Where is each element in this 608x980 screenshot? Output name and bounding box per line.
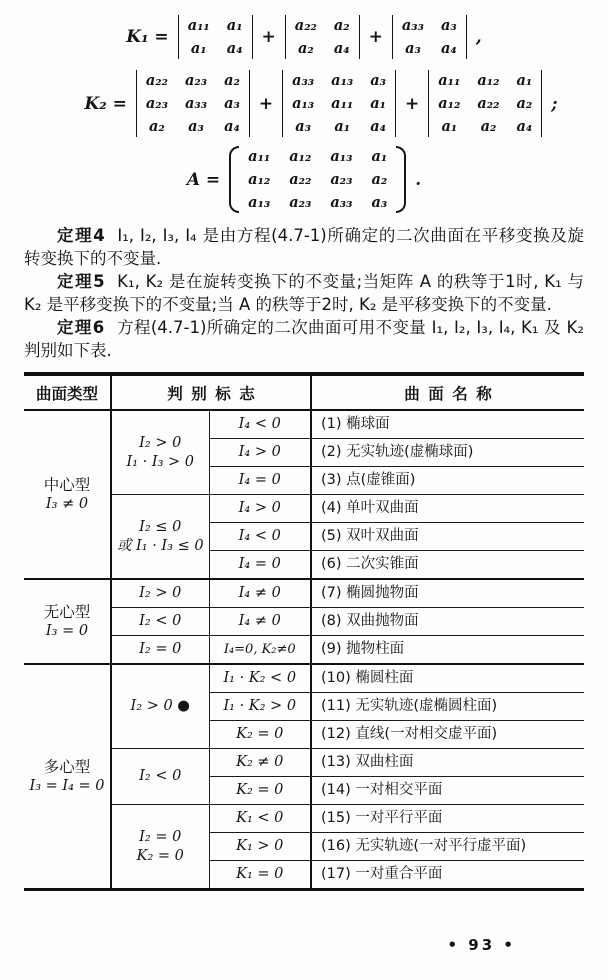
matrix-entry: a₁₃ — [248, 194, 271, 211]
type-condition: I₃ = 0 — [45, 622, 89, 639]
paren-right — [396, 146, 406, 213]
criteria-group-cell — [111, 805, 209, 890]
matrix-entry: a₃ — [405, 40, 421, 57]
matrix-entry: a₃₃ — [330, 194, 353, 211]
determinant-bar — [395, 70, 396, 137]
a-tail: . — [415, 169, 422, 190]
theorem-5-body: K₁, K₂ 是在旋转变换下的不变量;当矩阵 A 的秩等于1时, K₁ 与 K₂ 是平移变换下的不变量;当 A 的秩等于2时, K₂ 是平移变换下的不变量. — [24, 272, 584, 314]
surface-name-cell: (15) 一对平行平面 — [311, 805, 584, 833]
matrix-entry: a₃₃ — [184, 95, 208, 112]
matrix-entry: a₂₃ — [145, 95, 168, 112]
criteria-line: I₂ < 0 — [139, 768, 182, 784]
matrix-entry: a₂ — [480, 118, 497, 135]
matrix-entry: a₁₁ — [438, 72, 461, 89]
classification-table — [24, 372, 584, 891]
matrix-entry: a₂ — [297, 40, 314, 57]
criteria-line: I₁ · I₃ > 0 — [126, 453, 194, 470]
surface-name-cell: (12) 直线(一对相交虚平面) — [311, 721, 584, 749]
determinant — [392, 14, 467, 60]
matrix-entry: a₄ — [370, 118, 387, 135]
plus-sign: + — [405, 93, 420, 114]
table-header-row — [24, 374, 584, 410]
type-title: 无心型 — [43, 602, 91, 621]
formula-k1 — [24, 14, 584, 60]
page-number: • 93 • — [447, 936, 516, 954]
surface-name-cell: (3) 点(虚锥面) — [311, 467, 584, 495]
matrix-entry: a₂₃ — [184, 72, 208, 89]
surface-name-cell: (2) 无实轨迹(虚椭球面) — [311, 439, 584, 467]
theorem-4-body: I₁, I₂, I₃, I₄ 是由方程(4.7-1)所确定的二次曲面在平移变换及旋转变换下的不变量. — [24, 226, 584, 268]
matrix-entry: a₁₃ — [331, 72, 354, 89]
determinant — [428, 69, 542, 138]
surface-name-cell: (7) 椭圆抛物面 — [311, 579, 584, 608]
matrix-entry: a₂ — [333, 17, 350, 34]
matrix-entry: a₄ — [516, 118, 533, 135]
theorem-6-body: 方程(4.7-1)所确定的二次曲面可用不变量 I₁, I₂, I₃, I₄, K₁ 及 K₂ 判别如下表. — [24, 318, 584, 360]
condition-cell: K₂ = 0 — [209, 777, 311, 805]
determinant-entries — [429, 69, 541, 138]
matrix-entry: a₂₃ — [289, 194, 312, 211]
k2-lhs: K₂ = — [84, 93, 127, 114]
matrix-entry: a₁₃ — [330, 148, 353, 165]
condition-cell: I₄ ≠ 0 — [209, 608, 311, 636]
matrix-entry: a₃₃ — [292, 72, 315, 89]
table-row — [24, 664, 584, 693]
matrix-entry: a₁ — [334, 118, 351, 135]
determinant-bar — [249, 70, 250, 137]
surface-name-cell: (13) 双曲柱面 — [311, 749, 584, 777]
matrix-entries — [239, 145, 396, 214]
matrix-entry: a₄ — [441, 40, 457, 57]
header-surface-name: 曲面名称 — [311, 374, 584, 410]
matrix-entry: a₃ — [295, 118, 311, 135]
plus-sign: + — [261, 27, 276, 47]
a-lhs: A = — [186, 169, 221, 190]
theorem-6 — [24, 316, 584, 362]
condition-cell: I₄ < 0 — [209, 523, 311, 551]
criteria-line: I₂ = 0 — [139, 828, 182, 845]
criteria-group-cell — [111, 495, 209, 580]
determinant-entries — [393, 14, 466, 60]
condition-cell: I₄ > 0 — [209, 495, 311, 523]
matrix-entry: a₃ — [224, 95, 240, 112]
surface-name-cell: (10) 椭圆柱面 — [311, 664, 584, 693]
criteria-cell: I₂ = 0 — [111, 636, 209, 665]
theorem-4-label: 定理4 — [57, 226, 106, 245]
surface-name-cell: (5) 双叶双曲面 — [311, 523, 584, 551]
matrix-entry: a₂ — [224, 72, 240, 89]
surface-name-cell: (9) 抛物柱面 — [311, 636, 584, 665]
matrix-entry: a₃ — [188, 118, 204, 135]
matrix-entry: a₂ — [149, 118, 165, 135]
condition-cell: I₁ · K₂ > 0 — [209, 693, 311, 721]
matrix-entry: a₃₃ — [401, 17, 425, 34]
table-row — [24, 579, 584, 608]
condition-cell: I₄ ≠ 0 — [209, 579, 311, 608]
determinant-bar — [466, 15, 467, 59]
matrix-entry: a₂₂ — [294, 17, 317, 34]
criteria-group-cell — [111, 410, 209, 495]
k2-tail: ; — [551, 93, 558, 114]
theorem-4 — [24, 224, 584, 270]
surface-name-cell: (16) 无实轨迹(一对平行虚平面) — [311, 833, 584, 861]
criteria-line: K₂ = 0 — [136, 847, 184, 864]
condition-cell: K₁ > 0 — [209, 833, 311, 861]
criteria-line: I₂ > 0 — [139, 434, 182, 451]
matrix-entry: a₃ — [370, 72, 387, 89]
surface-type-cell — [24, 579, 111, 664]
matrix-entry: a₂₂ — [477, 95, 500, 112]
header-criteria: 判别标志 — [111, 374, 311, 410]
matrix-entry: a₄ — [333, 40, 350, 57]
matrix-entry: a₁ — [370, 95, 387, 112]
header-surface-type: 曲面类型 — [24, 374, 111, 410]
condition-cell: I₄ > 0 — [209, 439, 311, 467]
matrix-entry: a₁₁ — [248, 148, 271, 165]
surface-type-cell — [24, 664, 111, 890]
formula-k2 — [58, 69, 584, 138]
criteria-group-cell — [111, 749, 209, 805]
determinant-bar — [541, 70, 542, 137]
theorem-6-label: 定理6 — [57, 318, 106, 337]
criteria-line: I₂ ≤ 0 — [139, 518, 182, 535]
matrix-entry: a₃ — [371, 194, 388, 211]
matrix-entry: a₂₃ — [330, 171, 353, 188]
matrix-entry: a₁ — [226, 17, 243, 34]
determinant-entries — [137, 69, 249, 138]
matrix-entry: a₁₃ — [292, 95, 315, 112]
determinant — [178, 14, 253, 60]
condition-cell: I₄ = 0 — [209, 551, 311, 580]
type-condition: I₃ = I₄ = 0 — [29, 777, 105, 794]
theorem-5 — [24, 270, 584, 316]
determinant — [136, 69, 250, 138]
condition-cell: K₁ = 0 — [209, 861, 311, 890]
matrix-entry: a₁ — [371, 148, 388, 165]
criteria-cell: I₂ < 0 — [111, 608, 209, 636]
k1-tail: , — [475, 27, 482, 47]
matrix-entry: a₁ — [516, 72, 533, 89]
surface-type-cell — [24, 410, 111, 579]
surface-name-cell: (8) 双曲抛物面 — [311, 608, 584, 636]
surface-name-cell: (4) 单叶双曲面 — [311, 495, 584, 523]
determinant-bar — [252, 15, 253, 59]
table-row — [24, 410, 584, 439]
matrix-entry: a₂₂ — [145, 72, 168, 89]
matrix-entry: a₁ — [190, 40, 207, 57]
criteria-line: 或 I₁ · I₃ ≤ 0 — [116, 537, 204, 554]
criteria-cell: I₂ > 0 — [111, 579, 209, 608]
criteria-line: I₂ > 0 ● — [130, 698, 190, 714]
k1-lhs: K₁ = — [126, 27, 169, 47]
condition-cell: K₁ < 0 — [209, 805, 311, 833]
matrix-entry: a₁₁ — [187, 17, 210, 34]
surface-name-cell: (6) 二次实锥面 — [311, 551, 584, 580]
type-title: 多心型 — [43, 757, 91, 776]
criteria-group-cell — [111, 664, 209, 749]
determinant-bar — [359, 15, 360, 59]
type-condition: I₃ ≠ 0 — [45, 495, 89, 512]
surface-name-cell: (17) 一对重合平面 — [311, 861, 584, 890]
matrix-entry: a₄ — [226, 40, 243, 57]
matrix — [229, 145, 406, 214]
matrix-entry: a₁₂ — [438, 95, 461, 112]
matrix-entry: a₂₂ — [289, 171, 312, 188]
surface-name-cell: (1) 椭球面 — [311, 410, 584, 439]
theorem-5-label: 定理5 — [57, 272, 106, 291]
matrix-entry: a₁₂ — [289, 148, 312, 165]
paren-left — [229, 146, 239, 213]
formula-matrix-a — [24, 145, 584, 214]
matrix-entry: a₁₂ — [477, 72, 500, 89]
matrix-entry: a₂ — [371, 171, 388, 188]
type-title: 中心型 — [43, 475, 91, 494]
theorem-block — [24, 224, 584, 362]
matrix-entry: a₃ — [441, 17, 457, 34]
condition-cell: I₄ < 0 — [209, 410, 311, 439]
matrix-entry: a₂ — [516, 95, 533, 112]
determinant-entries — [179, 14, 252, 60]
matrix-entry: a₄ — [224, 118, 240, 135]
determinant — [285, 14, 360, 60]
determinant — [282, 69, 396, 138]
plus-sign: + — [368, 27, 383, 47]
matrix-entry: a₁₂ — [248, 171, 271, 188]
surface-name-cell: (11) 无实轨迹(虚椭圆柱面) — [311, 693, 584, 721]
determinant-entries — [283, 69, 395, 138]
condition-cell: I₄=0, K₂≠0 — [209, 636, 311, 665]
matrix-entry: a₁₁ — [331, 95, 354, 112]
surface-name-cell: (14) 一对相交平面 — [311, 777, 584, 805]
condition-cell: K₂ ≠ 0 — [209, 749, 311, 777]
condition-cell: I₁ · K₂ < 0 — [209, 664, 311, 693]
matrix-entry: a₁ — [441, 118, 458, 135]
condition-cell: I₄ = 0 — [209, 467, 311, 495]
determinant-entries — [286, 14, 359, 60]
condition-cell: K₂ = 0 — [209, 721, 311, 749]
plus-sign: + — [258, 93, 274, 114]
